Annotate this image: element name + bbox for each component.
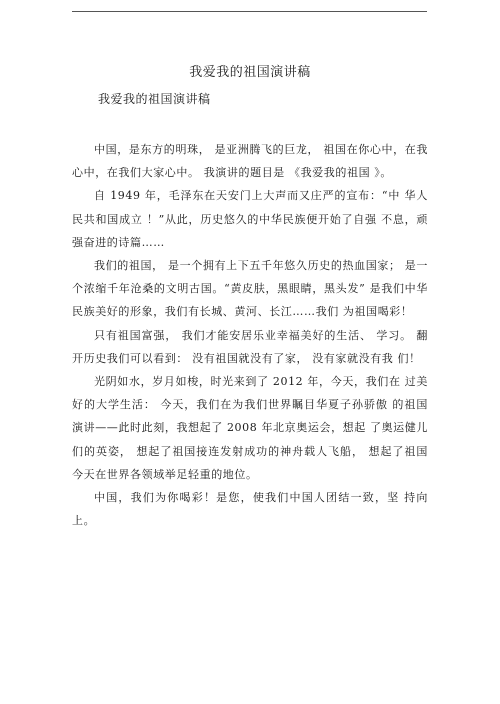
paragraph-3: 我们的祖国， 是一个拥有上下五千年悠久历史的热血国家； 是一个浓缩千年沧桑的文明古国。“黄皮肤，黑眼睛，黑头发” 是我们中华民族美好的形象，我们有长城、黄河、长江……我们 为祖国喝彩！ [72,259,428,319]
paragraph-4: 只有祖国富强， 我们才能安居乐业幸福美好的生活、 学习。 翻开历史我们可以看到： 没有祖国就没有了家， 没有家就没有我 们！ [72,328,428,365]
document-title: 我爱我的祖国演讲稿 [189,65,311,80]
paragraph-5: 光阴如水，岁月如梭，时光来到了 2012 年，今天，我们在 过美好的大学生活： 今天，我们在为我们世界瞩目华夏子孙骄傲 的祖国演讲——此时此刻，我想起了 2008 年北京奥运会，想起 了奥运健儿们的英姿， 想起了祖国接连发射成功的神舟载人飞船， 想起了祖国今天在世界各领域举足轻重的地位。 [72,375,428,481]
paragraph-1: 中国，是东方的明珠， 是亚洲腾飞的巨龙， 祖国在你心中，在我心中，在我们大家心中。 我演讲的题目是 《我爱我的祖国 》。 [72,143,428,180]
header-rule [72,11,427,12]
paragraph-2: 自 1949 年，毛泽东在天安门上大声而又庄严的宣布：“中 华人民共和国成立 ！”从此，历史悠久的中华民族便开始了自强 不息，顽强奋进的诗篇…… [72,189,428,249]
document-subtitle: 我爱我的祖国演讲稿 [98,92,211,106]
paragraph-6: 中国，我们为你喝彩！是您，使我们中国人团结一致，坚 持向上。 [72,491,428,528]
document-body [72,138,428,704]
